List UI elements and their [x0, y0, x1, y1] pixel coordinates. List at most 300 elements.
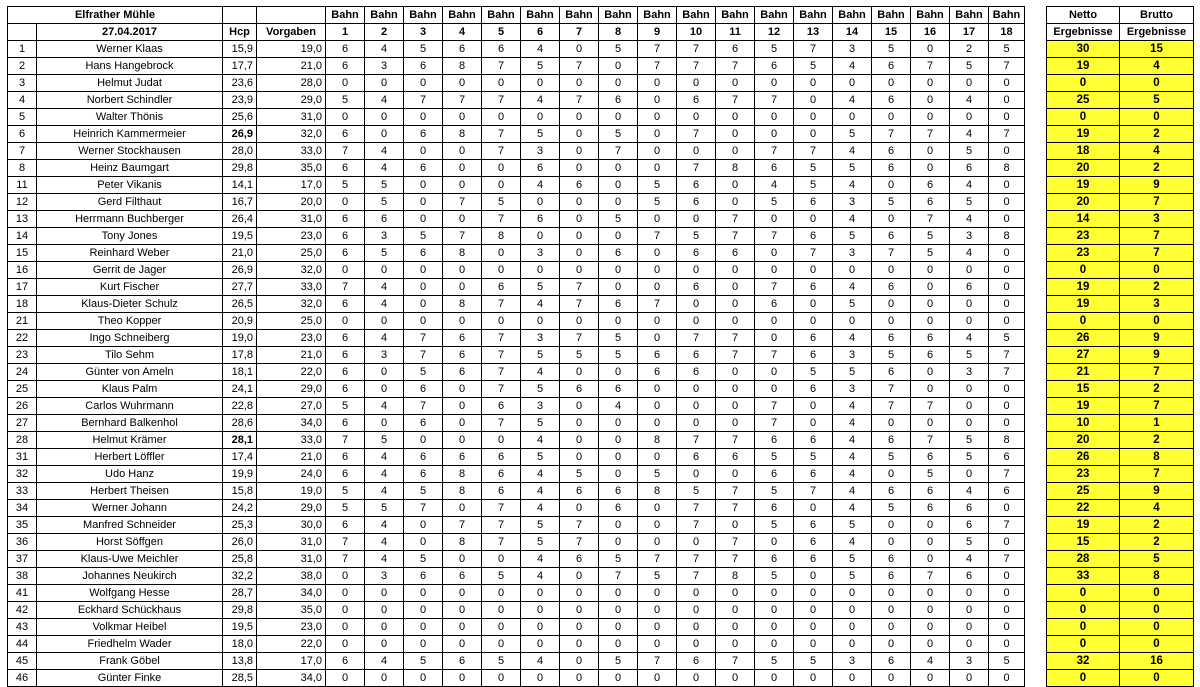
hole-score: 6: [443, 568, 482, 585]
hole-score: 6: [599, 381, 638, 398]
player-name: Johannes Neukirch: [37, 568, 223, 585]
brutto-result: 0: [1120, 619, 1194, 636]
hole-score: 0: [716, 177, 755, 194]
player-vorgabe: 34,0: [257, 415, 326, 432]
hole-score: 0: [755, 109, 794, 126]
player-vorgabe: 31,0: [257, 534, 326, 551]
player-row: [8, 602, 1025, 619]
hole-score: 5: [404, 364, 443, 381]
hole-score: 7: [989, 58, 1025, 75]
hole-score: 0: [872, 670, 911, 687]
hole-score: 4: [365, 41, 404, 58]
hole-score: 5: [326, 92, 365, 109]
hole-score: 0: [872, 517, 911, 534]
hole-score: 7: [911, 126, 950, 143]
hole-score: 6: [443, 364, 482, 381]
hole-score: 5: [599, 126, 638, 143]
player-vorgabe: 35,0: [257, 160, 326, 177]
player-hcp: 18,0: [223, 636, 257, 653]
player-number: 36: [8, 534, 37, 551]
hole-score: 6: [911, 330, 950, 347]
hole-score: 0: [755, 211, 794, 228]
player-name: Klaus-Uwe Meichler: [37, 551, 223, 568]
hole-score: 0: [794, 296, 833, 313]
player-name: Norbert Schindler: [37, 92, 223, 109]
bahn-label: Bahn: [560, 7, 599, 24]
player-row: [8, 415, 1025, 432]
hole-score: 0: [794, 568, 833, 585]
hole-score: 0: [989, 211, 1025, 228]
hole-score: 0: [833, 585, 872, 602]
hole-score: 0: [560, 245, 599, 262]
hole-score: 6: [911, 483, 950, 500]
brutto-result: 9: [1120, 347, 1194, 364]
hole-score: 0: [950, 636, 989, 653]
hole-score: 0: [443, 75, 482, 92]
hole-score: 0: [326, 313, 365, 330]
player-vorgabe: 24,0: [257, 466, 326, 483]
hole-score: 0: [989, 568, 1025, 585]
hole-score: 0: [872, 415, 911, 432]
hole-score: 6: [404, 160, 443, 177]
hole-score: 5: [833, 228, 872, 245]
hole-score: 0: [794, 636, 833, 653]
hole-score: 7: [482, 330, 521, 347]
hole-score: 7: [755, 347, 794, 364]
player-hcp: 25,8: [223, 551, 257, 568]
hole-score: 5: [521, 58, 560, 75]
player-row: [8, 347, 1025, 364]
hole-score: 4: [365, 551, 404, 568]
player-hcp: 17,8: [223, 347, 257, 364]
hole-score: 8: [716, 160, 755, 177]
player-vorgabe: 22,0: [257, 636, 326, 653]
hole-score: 6: [365, 211, 404, 228]
player-vorgabe: 31,0: [257, 109, 326, 126]
hole-score: 0: [443, 415, 482, 432]
hole-score: 5: [365, 194, 404, 211]
hole-score: 0: [911, 92, 950, 109]
hole-score: 0: [989, 534, 1025, 551]
hole-score: 7: [326, 432, 365, 449]
hole-score: 0: [404, 279, 443, 296]
hole-score: 7: [482, 296, 521, 313]
hole-score: 4: [365, 449, 404, 466]
hole-score: 5: [521, 517, 560, 534]
hole-score: 5: [950, 432, 989, 449]
player-vorgabe: 21,0: [257, 58, 326, 75]
hole-score: 0: [482, 245, 521, 262]
player-hcp: 28,7: [223, 585, 257, 602]
results-table: [1046, 6, 1194, 687]
hole-score: 5: [794, 449, 833, 466]
hole-score: 0: [443, 585, 482, 602]
hole-score: 7: [482, 347, 521, 364]
hole-score: 0: [560, 415, 599, 432]
hole-score: 7: [716, 228, 755, 245]
hole-score: 8: [443, 483, 482, 500]
hole-score: 0: [443, 500, 482, 517]
result-row: [1047, 602, 1194, 619]
netto-result: 0: [1047, 619, 1120, 636]
hole-score: 0: [560, 653, 599, 670]
hole-score: 7: [638, 58, 677, 75]
hole-score: 0: [755, 75, 794, 92]
hole-score: 5: [833, 364, 872, 381]
hole-score: 0: [794, 585, 833, 602]
player-number: 5: [8, 109, 37, 126]
hole-score: 0: [482, 75, 521, 92]
hole-score: 6: [482, 398, 521, 415]
header-blank: [223, 7, 257, 24]
hole-score: 6: [794, 347, 833, 364]
hole-score: 0: [443, 381, 482, 398]
hole-score: 5: [599, 347, 638, 364]
result-row: [1047, 398, 1194, 415]
hole-score: 6: [326, 296, 365, 313]
netto-result: 19: [1047, 279, 1120, 296]
hole-score: 0: [560, 262, 599, 279]
hole-score: 8: [989, 432, 1025, 449]
player-hcp: 26,4: [223, 211, 257, 228]
hole-score: 6: [950, 500, 989, 517]
event-date: 27.04.2017: [37, 24, 223, 41]
hole-score: 5: [365, 432, 404, 449]
hole-score: 0: [482, 313, 521, 330]
hole-score: 0: [716, 75, 755, 92]
hole-score: 0: [638, 398, 677, 415]
player-number: 7: [8, 143, 37, 160]
hole-score: 6: [326, 517, 365, 534]
hole-score: 0: [521, 636, 560, 653]
bahn-label: Bahn: [911, 7, 950, 24]
hole-score: 0: [911, 602, 950, 619]
hole-score: 5: [950, 194, 989, 211]
bahn-label: Bahn: [755, 7, 794, 24]
hole-score: 0: [716, 636, 755, 653]
hole-score: 7: [560, 517, 599, 534]
player-name: Tilo Sehm: [37, 347, 223, 364]
hole-score: 6: [794, 432, 833, 449]
result-row: [1047, 551, 1194, 568]
hole-score: 7: [560, 279, 599, 296]
hole-score: 5: [872, 500, 911, 517]
player-row: [8, 296, 1025, 313]
hole-score: 0: [599, 636, 638, 653]
hole-score: 6: [599, 296, 638, 313]
netto-header-sub: Ergebnisse: [1047, 24, 1120, 41]
hole-score: 0: [755, 636, 794, 653]
hole-score: 4: [950, 483, 989, 500]
player-number: 27: [8, 415, 37, 432]
hole-score: 7: [482, 58, 521, 75]
result-row: [1047, 415, 1194, 432]
hole-score: 7: [677, 330, 716, 347]
hole-score: 0: [638, 126, 677, 143]
hole-score: 0: [755, 245, 794, 262]
hole-score: 0: [482, 432, 521, 449]
hole-score: 0: [326, 636, 365, 653]
hole-score: 0: [599, 517, 638, 534]
hole-score: 0: [599, 160, 638, 177]
hole-score: 0: [560, 75, 599, 92]
result-row: [1047, 228, 1194, 245]
player-name: Ingo Schneiberg: [37, 330, 223, 347]
player-name: Gerrit de Jager: [37, 262, 223, 279]
hole-score: 0: [560, 126, 599, 143]
netto-result: 25: [1047, 92, 1120, 109]
result-row: [1047, 41, 1194, 58]
hole-score: 6: [716, 245, 755, 262]
result-row: [1047, 262, 1194, 279]
hole-score: 4: [833, 449, 872, 466]
player-vorgabe: 33,0: [257, 432, 326, 449]
player-hcp: 25,3: [223, 517, 257, 534]
hole-score: 5: [833, 160, 872, 177]
netto-result: 19: [1047, 58, 1120, 75]
result-row: [1047, 500, 1194, 517]
hole-score: 4: [521, 364, 560, 381]
hole-score: 5: [326, 177, 365, 194]
course-title: Elfrather Mühle: [8, 7, 223, 24]
hole-score: 7: [872, 245, 911, 262]
hole-score: 6: [521, 160, 560, 177]
hole-score: 0: [560, 143, 599, 160]
hole-score: 7: [638, 41, 677, 58]
hole-score: 0: [755, 534, 794, 551]
hole-score: 7: [989, 517, 1025, 534]
hole-score: 0: [833, 636, 872, 653]
player-number: 13: [8, 211, 37, 228]
hole-score: 6: [326, 41, 365, 58]
brutto-result: 0: [1120, 313, 1194, 330]
hole-score: 0: [638, 143, 677, 160]
hole-score: 0: [677, 75, 716, 92]
hole-score: 6: [872, 568, 911, 585]
player-vorgabe: 23,0: [257, 228, 326, 245]
hole-score: 7: [677, 41, 716, 58]
brutto-result: 9: [1120, 177, 1194, 194]
netto-result: 0: [1047, 262, 1120, 279]
hole-score: 6: [326, 58, 365, 75]
hole-score: 0: [794, 415, 833, 432]
player-number: 38: [8, 568, 37, 585]
hole-score: 7: [638, 551, 677, 568]
hole-score: 7: [482, 381, 521, 398]
hole-score: 6: [794, 330, 833, 347]
result-row: [1047, 466, 1194, 483]
player-vorgabe: 17,0: [257, 177, 326, 194]
hole-score: 0: [482, 109, 521, 126]
hole-score: 8: [443, 126, 482, 143]
netto-result: 18: [1047, 143, 1120, 160]
hole-score: 0: [911, 670, 950, 687]
hole-score: 7: [326, 534, 365, 551]
brutto-result: 8: [1120, 449, 1194, 466]
bahn-label: Bahn: [833, 7, 872, 24]
brutto-result: 8: [1120, 568, 1194, 585]
hole-score: 3: [950, 653, 989, 670]
hole-score: 6: [911, 449, 950, 466]
hole-score: 5: [521, 534, 560, 551]
hole-score: 5: [365, 245, 404, 262]
hole-score: 4: [521, 568, 560, 585]
hole-score: 0: [872, 534, 911, 551]
hole-score: 7: [989, 364, 1025, 381]
result-row: [1047, 92, 1194, 109]
hole-score: 0: [638, 330, 677, 347]
hole-score: 0: [716, 364, 755, 381]
hole-score: 4: [521, 177, 560, 194]
player-name: Peter Vikanis: [37, 177, 223, 194]
hole-score: 0: [365, 262, 404, 279]
hole-score: 5: [638, 194, 677, 211]
hole-score: 0: [599, 602, 638, 619]
hole-score: 4: [365, 143, 404, 160]
hole-score: 0: [950, 313, 989, 330]
hole-score: 0: [677, 415, 716, 432]
hole-score: 0: [794, 602, 833, 619]
hole-score: 0: [833, 109, 872, 126]
bahn-label: Bahn: [326, 7, 365, 24]
hole-score: 0: [599, 109, 638, 126]
hole-score: 0: [404, 262, 443, 279]
hole-score: 3: [521, 143, 560, 160]
player-vorgabe: 32,0: [257, 262, 326, 279]
hole-score: 0: [365, 75, 404, 92]
hole-score: 0: [365, 126, 404, 143]
hole-score: 6: [482, 483, 521, 500]
hole-score: 0: [638, 160, 677, 177]
hole-score: 7: [404, 500, 443, 517]
hole-score: 7: [755, 398, 794, 415]
hole-score: 0: [677, 398, 716, 415]
hole-score: 0: [599, 432, 638, 449]
hole-score: 0: [950, 75, 989, 92]
hole-score: 0: [560, 41, 599, 58]
player-hcp: 24,2: [223, 500, 257, 517]
player-number: 44: [8, 636, 37, 653]
hole-score: 6: [794, 279, 833, 296]
hole-score: 0: [794, 398, 833, 415]
hole-score: 0: [443, 109, 482, 126]
hole-score: 6: [443, 41, 482, 58]
hole-score: 0: [794, 262, 833, 279]
player-hcp: 26,5: [223, 296, 257, 313]
player-name: Frank Göbel: [37, 653, 223, 670]
hole-number: 11: [716, 24, 755, 41]
hole-score: 0: [677, 619, 716, 636]
hole-score: 3: [833, 347, 872, 364]
hole-number: 17: [950, 24, 989, 41]
hole-score: 6: [872, 58, 911, 75]
hole-score: 5: [833, 551, 872, 568]
hole-score: 8: [989, 160, 1025, 177]
hole-score: 0: [911, 364, 950, 381]
hole-score: 6: [443, 347, 482, 364]
hole-score: 0: [326, 670, 365, 687]
hole-score: 4: [950, 551, 989, 568]
hole-score: 4: [911, 653, 950, 670]
hole-score: 0: [716, 619, 755, 636]
player-number: 14: [8, 228, 37, 245]
hole-score: 0: [638, 517, 677, 534]
player-row: [8, 483, 1025, 500]
hole-score: 6: [755, 432, 794, 449]
hole-score: 0: [950, 585, 989, 602]
hole-score: 7: [677, 58, 716, 75]
hole-score: 4: [833, 415, 872, 432]
player-row: [8, 585, 1025, 602]
hole-score: 7: [716, 211, 755, 228]
result-row: [1047, 194, 1194, 211]
hole-score: 7: [755, 143, 794, 160]
hole-score: 0: [560, 432, 599, 449]
hole-score: 4: [833, 279, 872, 296]
hole-score: 4: [365, 466, 404, 483]
hole-score: 5: [989, 41, 1025, 58]
player-row: [8, 160, 1025, 177]
player-hcp: 19,9: [223, 466, 257, 483]
hole-score: 6: [599, 245, 638, 262]
player-hcp: 15,8: [223, 483, 257, 500]
hole-score: 7: [482, 92, 521, 109]
results-header-2: [1047, 24, 1194, 41]
player-number: 1: [8, 41, 37, 58]
hole-score: 7: [872, 398, 911, 415]
hole-score: 0: [365, 585, 404, 602]
hole-score: 6: [677, 177, 716, 194]
brutto-result: 0: [1120, 585, 1194, 602]
player-vorgabe: 25,0: [257, 245, 326, 262]
hole-score: 5: [482, 568, 521, 585]
hole-score: 0: [443, 636, 482, 653]
hole-score: 7: [482, 143, 521, 160]
player-name: Heinrich Kammermeier: [37, 126, 223, 143]
player-vorgabe: 30,0: [257, 517, 326, 534]
player-hcp: 18,1: [223, 364, 257, 381]
hole-score: 0: [989, 296, 1025, 313]
hole-score: 6: [794, 228, 833, 245]
hole-score: 0: [716, 415, 755, 432]
hole-number: 18: [989, 24, 1025, 41]
player-vorgabe: 21,0: [257, 347, 326, 364]
netto-result: 0: [1047, 109, 1120, 126]
hole-score: 0: [989, 109, 1025, 126]
player-vorgabe: 23,0: [257, 330, 326, 347]
result-row: [1047, 619, 1194, 636]
hole-score: 0: [365, 619, 404, 636]
hole-score: 0: [443, 262, 482, 279]
hole-score: 0: [716, 126, 755, 143]
player-name: Walter Thönis: [37, 109, 223, 126]
hole-score: 5: [560, 347, 599, 364]
hole-score: 0: [599, 415, 638, 432]
hole-score: 4: [833, 143, 872, 160]
hole-score: 7: [677, 500, 716, 517]
player-name: Werner Klaas: [37, 41, 223, 58]
hole-score: 0: [716, 585, 755, 602]
result-row: [1047, 58, 1194, 75]
brutto-result: 7: [1120, 228, 1194, 245]
brutto-result: 1: [1120, 415, 1194, 432]
hole-score: 0: [677, 313, 716, 330]
hole-score: 4: [833, 466, 872, 483]
hole-score: 6: [326, 245, 365, 262]
player-number: 17: [8, 279, 37, 296]
netto-result: 19: [1047, 398, 1120, 415]
hole-score: 6: [950, 279, 989, 296]
